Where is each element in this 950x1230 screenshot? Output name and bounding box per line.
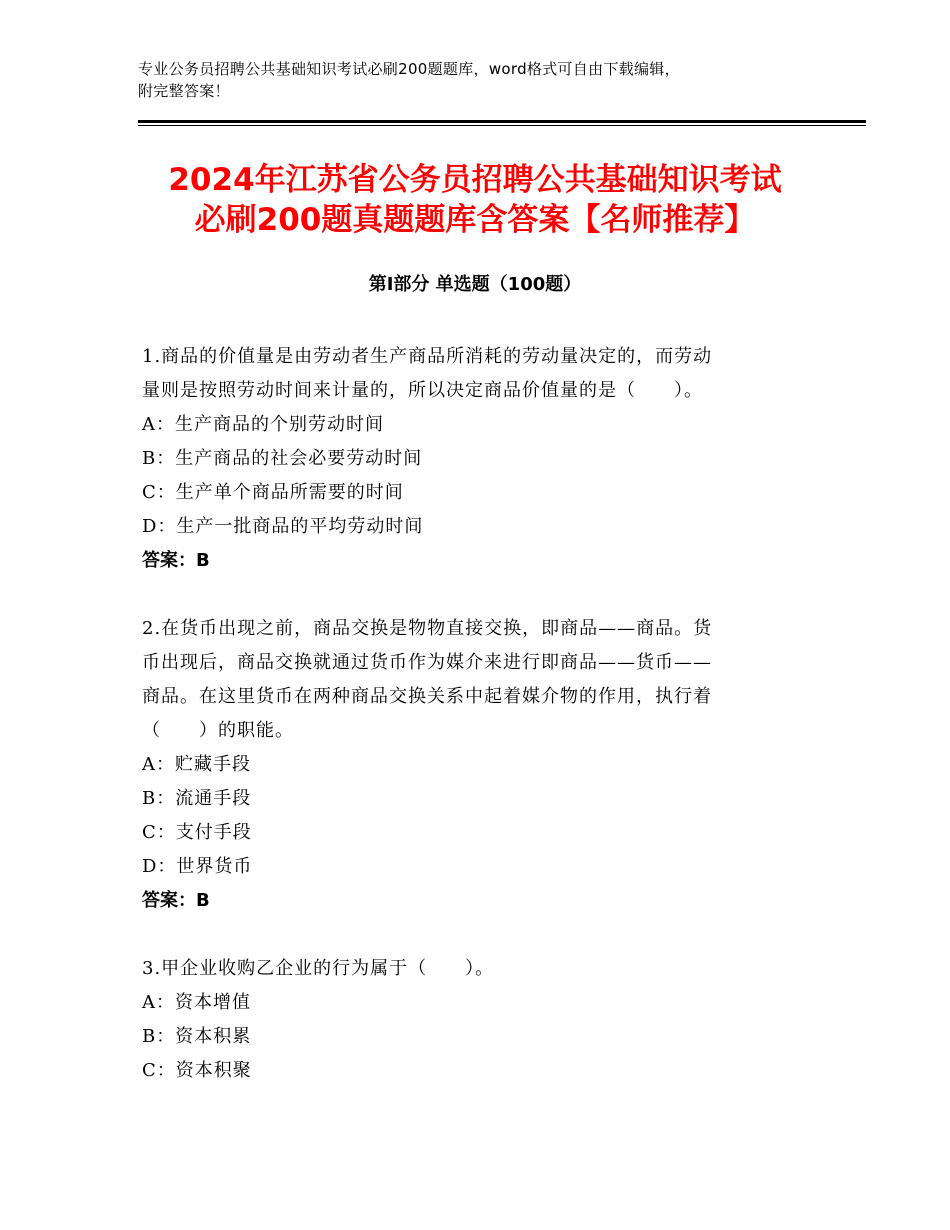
header-rule-thin <box>138 125 866 126</box>
question-stem-line: 币出现后，商品交换就通过货币作为媒介来进行即商品——货币—— <box>142 652 712 673</box>
header-note-line-2: 附完整答案！ <box>138 82 230 100</box>
question-spacer <box>142 918 802 952</box>
option-a: A：资本增值 <box>142 992 251 1013</box>
option-c: C：资本积聚 <box>142 1060 252 1081</box>
question-list <box>142 340 802 1088</box>
header-rule-thick <box>138 120 866 123</box>
question-stem-line: 3.甲企业收购乙企业的行为属于（ ）。 <box>142 958 495 979</box>
option-c: C：支付手段 <box>142 822 252 843</box>
option-a: A：贮藏手段 <box>142 754 251 775</box>
question-stem-line: 1.商品的价值量是由劳动者生产商品所消耗的劳动量决定的，而劳动 <box>142 346 713 367</box>
option-b: B：流通手段 <box>142 788 252 809</box>
document-title <box>110 160 840 240</box>
option-d: D：生产一批商品的平均劳动时间 <box>142 516 424 537</box>
document-title-line-1: 2024年江苏省公务员招聘公共基础知识考试 <box>168 162 782 198</box>
question-stem-line: 2.在货币出现之前，商品交换是物物直接交换，即商品——商品。货 <box>142 618 713 639</box>
header-note-line-1: 专业公务员招聘公共基础知识考试必刷200题题库，word格式可自由下载编辑， <box>138 60 680 78</box>
answer: 答案：B <box>142 890 210 911</box>
question-2 <box>142 612 802 918</box>
option-b: B：资本积累 <box>142 1026 252 1047</box>
document-title-line-2: 必刷200题真题题库含答案【名师推荐】 <box>194 202 756 238</box>
header-note <box>138 58 818 102</box>
question-stem-line: （ ）的职能。 <box>142 720 294 741</box>
question-3 <box>142 952 802 1088</box>
option-b: B：生产商品的社会必要劳动时间 <box>142 448 423 469</box>
question-stem-line: 商品。在这里货币在两种商品交换关系中起着媒介物的作用，执行着 <box>142 686 712 707</box>
option-c: C：生产单个商品所需要的时间 <box>142 482 404 503</box>
answer: 答案：B <box>142 550 210 571</box>
question-stem-line: 量则是按照劳动时间来计量的，所以决定商品价值量的是（ ）。 <box>142 380 703 401</box>
question-spacer <box>142 578 802 612</box>
option-a: A：生产商品的个别劳动时间 <box>142 414 384 435</box>
option-d: D：世界货币 <box>142 856 253 877</box>
question-1 <box>142 340 802 578</box>
section-title: 第Ⅰ部分 单选题（100题） <box>368 274 582 295</box>
